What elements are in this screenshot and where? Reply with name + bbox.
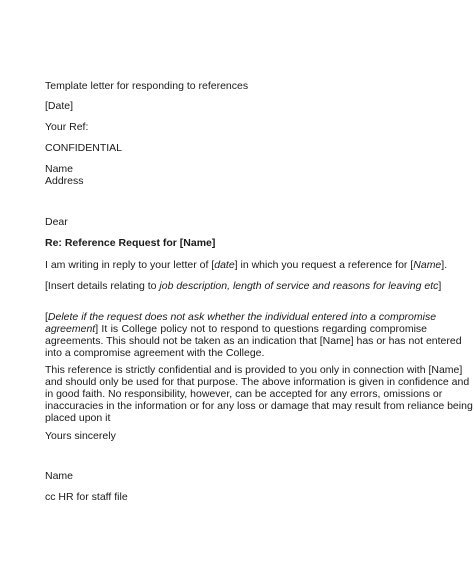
name-field: Name: [413, 259, 442, 271]
compromise-policy: ] It is College policy not to respond to questions regarding compromise: [95, 323, 427, 335]
signature-name: Name: [45, 470, 74, 482]
compromise-row-3: agreements. This should not be taken as an indication that [Name] has or has not entered: [45, 335, 462, 347]
paragraph-reply-text-2: ] in which you request a reference for [: [234, 259, 414, 271]
salutation: Dear: [45, 216, 68, 228]
compromise-row-2: [45, 323, 427, 335]
confidential-row-4: inaccuracies in the information or for any loss or damage that may result from reliance being: [45, 400, 473, 412]
recipient-name: Name: [45, 163, 74, 175]
paragraph-confidential: [45, 364, 473, 424]
letter-header: Template letter for responding to references: [45, 80, 249, 92]
subject-line: Re: Reference Request for [Name]: [45, 237, 216, 249]
insert-details-fields: job description, length of service and reasons for leaving etc: [159, 280, 439, 292]
confidential-row-5: placed upon it: [45, 412, 111, 424]
bracket-open: [: [45, 311, 48, 323]
paragraph-reply-text-3: ].: [441, 259, 448, 271]
insert-details-prefix: [Insert details relating to: [45, 280, 160, 292]
confidential-row-3: in good faith. No responsibility, however, can be accepted for any errors, omissions or: [45, 388, 443, 400]
date-placeholder: [Date]: [45, 100, 74, 112]
confidential-row-1: This reference is strictly confidential and is provided to you only in connection with [Name]: [45, 364, 463, 376]
closing: Yours sincerely: [45, 430, 116, 442]
compromise-row-4: into a compromise agreement with the College.: [45, 347, 265, 359]
paragraph-compromise: [45, 311, 462, 359]
cc-line: cc HR for staff file: [45, 491, 128, 503]
your-ref: Your Ref:: [45, 121, 89, 133]
paragraph-reply-text-1: I am writing in reply to your letter of [: [45, 259, 215, 271]
confidential-label: CONFIDENTIAL: [45, 142, 123, 154]
compromise-row-1: [45, 311, 437, 323]
recipient-address: Address: [45, 175, 84, 187]
insert-details-suffix: ]: [438, 280, 442, 292]
paragraph-reply: [45, 259, 447, 271]
date-field: date: [214, 259, 235, 271]
paragraph-insert-details: [45, 280, 441, 292]
confidential-row-2: and should only be used for that purpose. The above information is given in confidence and: [45, 376, 470, 388]
compromise-instruction: Delete if the request does not ask whether the individual entered into a compromise: [47, 311, 437, 323]
compromise-instruction-end: agreement: [45, 323, 96, 335]
